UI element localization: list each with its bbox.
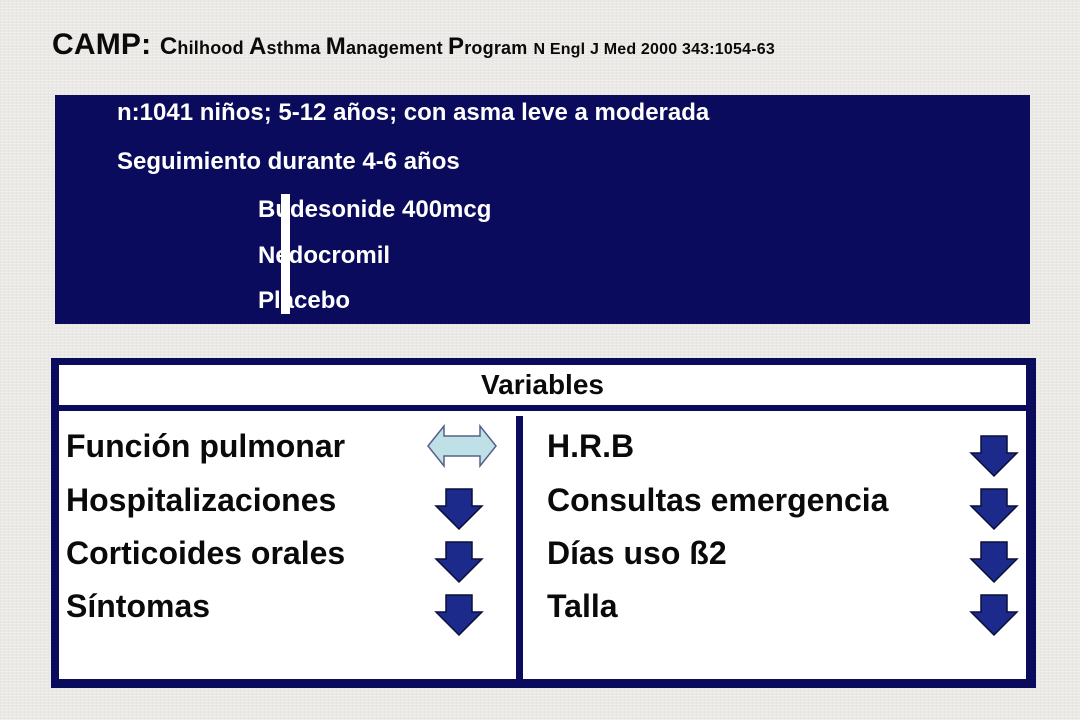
followup-text: Seguimiento durante 4-6 años xyxy=(117,148,460,175)
title-initial: C xyxy=(159,33,178,60)
variable-hrb: H.R.B xyxy=(547,428,635,464)
variables-header: Variables xyxy=(59,365,1026,405)
variables-body xyxy=(59,411,1026,679)
variables-panel xyxy=(51,358,1036,688)
title-word: sthma xyxy=(266,38,326,58)
column-divider xyxy=(516,416,523,679)
title-initial: M xyxy=(325,33,346,60)
down-arrow-icon xyxy=(434,488,484,530)
variable-oral-corticoids: Corticoides orales xyxy=(66,535,346,571)
journal-reference: N Engl J Med 2000 343:1054-63 xyxy=(533,41,775,58)
arm-nedocromil: Nedocromil xyxy=(258,242,391,269)
title-initial: A xyxy=(249,33,267,60)
arm-placebo: Placebo xyxy=(258,287,351,314)
variable-emergency-visits: Consultas emergencia xyxy=(547,482,889,518)
down-arrow-icon xyxy=(969,541,1019,583)
title-initial: P xyxy=(448,33,465,60)
variable-lung-function: Función pulmonar xyxy=(66,428,346,464)
variable-beta2-use-days: Días uso ß2 xyxy=(547,535,727,571)
study-info-box xyxy=(55,95,1030,324)
variable-height: Talla xyxy=(547,588,618,624)
variable-symptoms: Síntomas xyxy=(66,588,211,624)
down-arrow-icon xyxy=(969,488,1019,530)
slide-title xyxy=(52,28,775,62)
title-word: rogram xyxy=(464,38,528,58)
arm-budesonide: Budesonide 400mcg xyxy=(258,196,492,223)
down-arrow-icon xyxy=(434,541,484,583)
population-text: n:1041 niños; 5-12 años; con asma leve a moderada xyxy=(117,99,710,126)
down-arrow-icon xyxy=(969,594,1019,636)
down-arrow-icon xyxy=(434,594,484,636)
down-arrow-icon xyxy=(969,435,1019,477)
double-arrow-icon xyxy=(426,422,498,470)
title-prefix: CAMP: xyxy=(52,28,160,61)
title-word: anagement xyxy=(345,38,448,58)
title-word: hilhood xyxy=(177,38,249,58)
variable-hospitalizations: Hospitalizaciones xyxy=(66,482,337,518)
